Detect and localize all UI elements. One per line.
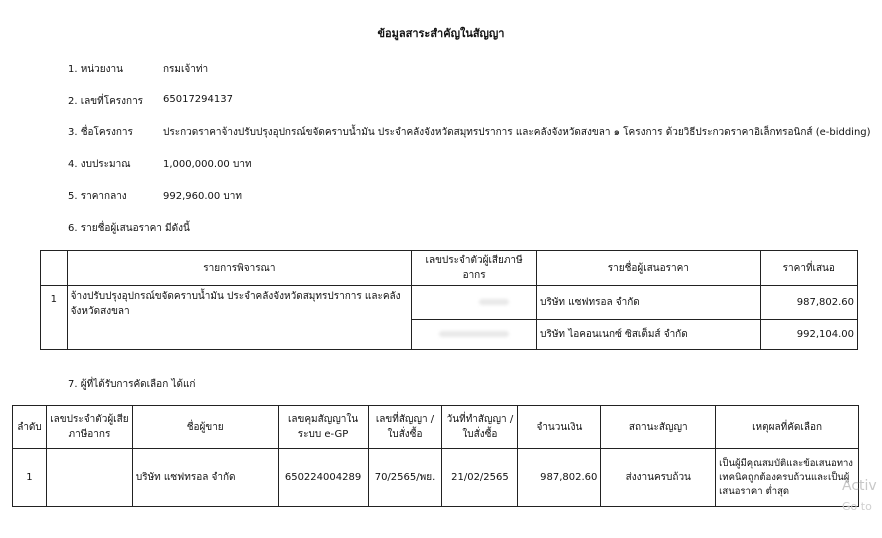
row-tax-id: [46, 449, 132, 507]
page-title: ข้อมูลสาระสำคัญในสัญญา: [377, 27, 505, 40]
bidder-name: บริษัท ไอคอนเนกซ์ ซิสเต็มส์ จำกัด: [537, 320, 760, 350]
header-tax-id: เลขประจำตัวผู้เสียภาษีอากร: [412, 251, 537, 286]
row-amount: 987,802.60: [518, 449, 601, 507]
row-contract-no: 70/2565/พย.: [368, 449, 442, 507]
header-order: ลำดับ: [13, 406, 47, 449]
header-blank: [41, 251, 68, 286]
row-vendor: บริษัท แซฟทรอล จำกัด: [132, 449, 278, 507]
activation-watermark-sub: Go to: [842, 500, 872, 513]
header-price: ราคาที่เสนอ: [760, 251, 857, 286]
row-status: ส่งงานครบถ้วน: [601, 449, 716, 507]
header-status: สถานะสัญญา: [601, 406, 716, 449]
bidders-table: [40, 250, 858, 350]
header-egp: เลขคุมสัญญาในระบบ e-GP: [278, 406, 368, 449]
header-reason: เหตุผลที่คัดเลือก: [716, 406, 859, 449]
header-tax-id: เลขประจำตัวผู้เสียภาษีอากร: [46, 406, 132, 449]
selected-table: [12, 405, 859, 507]
row-order: 1: [13, 449, 47, 507]
row-reason: เป็นผู้มีคุณสมบัติและข้อเสนอทางเทคนิคถูกต้องครบถ้วนและเป็นผู้เสนอราคา ต่ำสุด: [716, 449, 859, 507]
item-number: 1: [41, 286, 68, 350]
header-contract-date: วันที่ทำสัญญา / ใบสั่งซื้อ: [442, 406, 518, 449]
header-contract-no: เลขที่สัญญา / ใบสั่งซื้อ: [368, 406, 442, 449]
bidder-name: บริษัท แซฟทรอล จำกัด: [537, 286, 760, 320]
header-bidder-name: รายชื่อผู้เสนอราคา: [537, 251, 760, 286]
bidders-header-row: [41, 251, 858, 286]
redacted-tax-id: [412, 286, 537, 320]
bidder-price: 987,802.60: [760, 286, 857, 320]
row-egp: 650224004289: [278, 449, 368, 507]
table-row: [13, 449, 859, 507]
redacted-tax-id: [412, 320, 537, 350]
table-row: [41, 286, 858, 320]
row-contract-date: 21/02/2565: [442, 449, 518, 507]
bidder-price: 992,104.00: [760, 320, 857, 350]
item-description: จ้างปรับปรุงอุปกรณ์ขจัดคราบน้ำมัน ประจำคลังจังหวัดสมุทรปราการ และคลัง จังหวัดสงขลา: [67, 286, 411, 350]
header-vendor: ชื่อผู้ขาย: [132, 406, 278, 449]
activation-watermark: Activ: [842, 478, 877, 494]
header-item: รายการพิจารณา: [67, 251, 411, 286]
header-amount: จำนวนเงิน: [518, 406, 601, 449]
selected-header-row: [13, 406, 859, 449]
